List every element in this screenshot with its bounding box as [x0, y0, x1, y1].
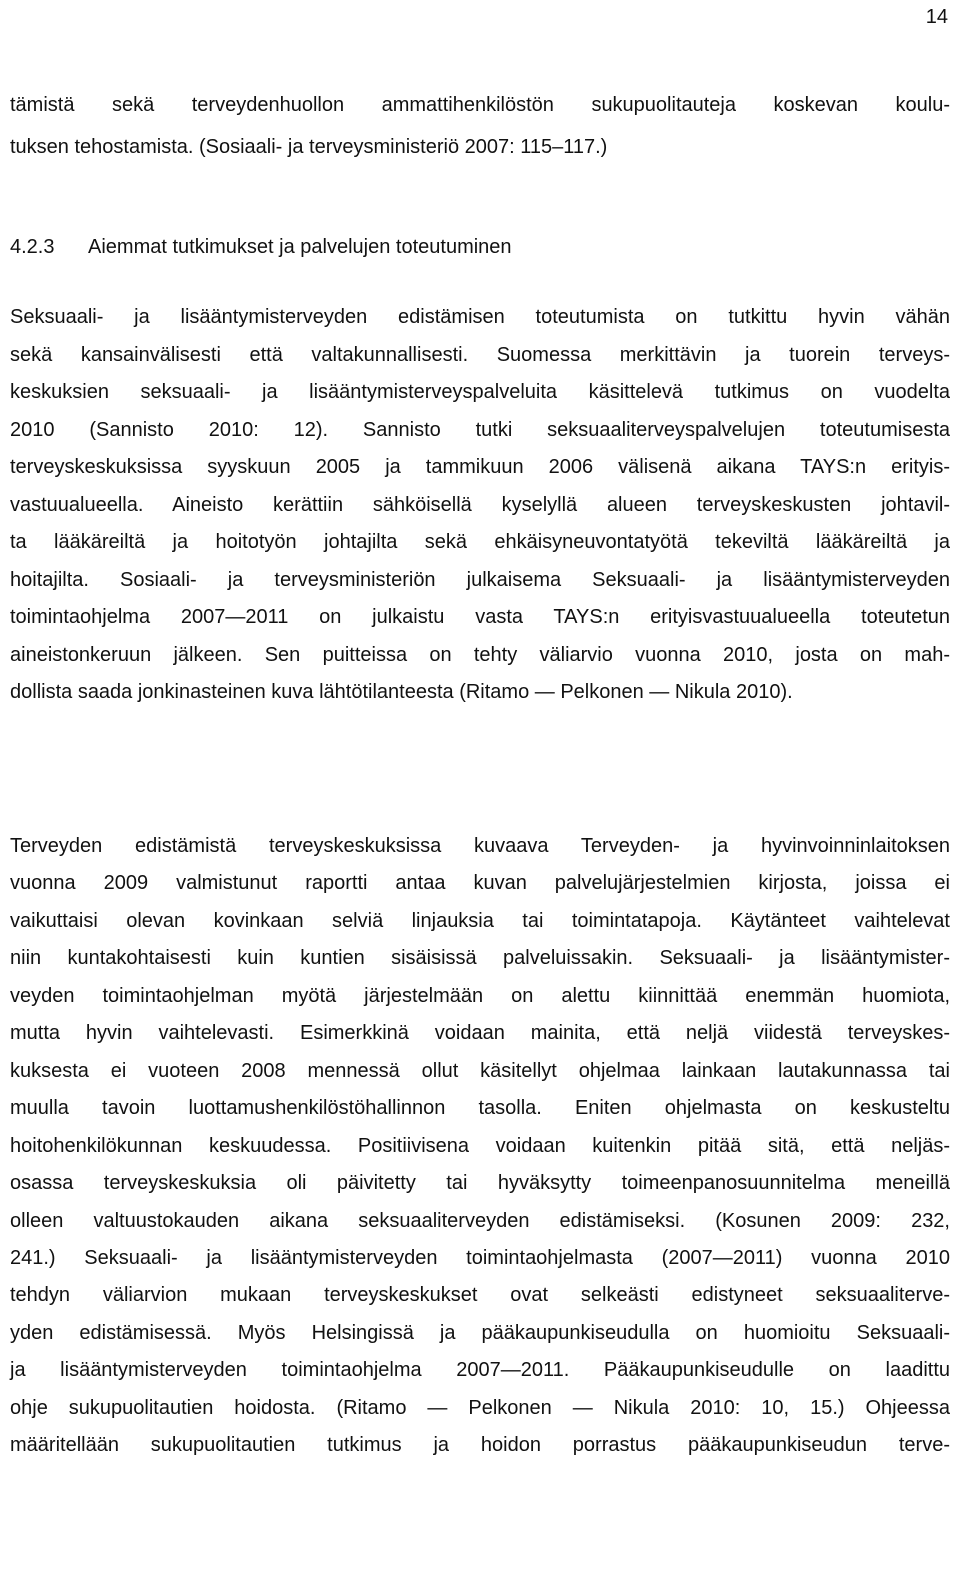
- text-line: tämistä sekä terveydenhuollon ammattihenkilöstön sukupuolitauteja koskevan koulu-: [10, 94, 950, 116]
- body-paragraph-2: [10, 828, 950, 1465]
- text-line: sekä kansainvälisesti että valtakunnallisesti. Suomessa merkittävin ja tuorein terveys-: [10, 343, 950, 366]
- text-line: Terveyden edistämistä terveyskeskuksissa kuvaava Terveyden- ja hyvinvoinninlaitoksen: [10, 835, 950, 857]
- page-number: 14: [925, 6, 948, 28]
- text-line: 241.) Seksuaali- ja lisääntymisterveyden toimintaohjelmasta (2007—2011) vuonna 2010: [10, 1246, 950, 1269]
- text-line: ohje sukupuolitautien hoidosta. (Ritamo — Pelkonen — Nikula 2010: 10, 15.) Ohjeessa: [10, 1396, 950, 1419]
- body-paragraph-1: [10, 299, 950, 712]
- text-line: ja lisääntymisterveyden toimintaohjelma 2007—2011. Pääkaupunkiseudulle on laadittu: [10, 1359, 950, 1382]
- text-line: kuksesta ei vuoteen 2008 mennessä ollut käsitellyt ohjelmaa lainkaan lautakunnassa tai: [10, 1059, 950, 1082]
- text-line: keskuksien seksuaali- ja lisääntymisterveyspalveluita käsittelevä tutkimus on vuodelta: [10, 381, 950, 403]
- section-number: 4.2.3: [10, 236, 55, 258]
- text-line: 2010 (Sannisto 2010: 12). Sannisto tutki seksuaaliterveyspalvelujen toteutumisesta: [10, 418, 950, 441]
- text-line: niin kuntakohtaisesti kuin kuntien sisäisissä palveluissakin. Seksuaali- ja lisääntymister-: [10, 947, 950, 970]
- text-line: hoitohenkilökunnan keskuudessa. Positiivisena voidaan kuitenkin pitää sitä, että neljäs-: [10, 1134, 950, 1157]
- text-line: toimintaohjelma 2007—2011 on julkaistu vasta TAYS:n erityisvastuualueella toteutetun: [10, 606, 950, 628]
- text-line: vuonna 2009 valmistunut raportti antaa kuvan palvelujärjestelmien kirjosta, joissa ei: [10, 872, 950, 895]
- text-line: mutta hyvin vaihtelevasti. Esimerkkinä voidaan mainita, että neljä viidestä terveyskes-: [10, 1022, 950, 1045]
- text-line: aineistonkeruun jälkeen. Sen puitteissa on tehty väliarvio vuonna 2010, josta on mah-: [10, 643, 950, 666]
- section-title: Aiemmat tutkimukset ja palvelujen toteutuminen: [88, 236, 512, 258]
- text-line: vastuualueella. Aineisto kerättiin sähköisellä kyselyllä alueen terveyskeskusten johtavil-: [10, 493, 950, 516]
- intro-paragraph: [10, 84, 950, 168]
- text-line: dollista saada jonkinasteinen kuva lähtötilanteesta (Ritamo — Pelkonen — Nikula 2010).: [10, 681, 793, 703]
- text-line: tehdyn väliarvion mukaan terveyskeskukset ovat selkeästi edistyneet seksuaaliterve-: [10, 1284, 950, 1307]
- section-heading: [10, 230, 512, 264]
- text-line: olleen valtuustokauden aikana seksuaaliterveyden edistämiseksi. (Kosunen 2009: 232,: [10, 1209, 950, 1232]
- text-line: hoitajilta. Sosiaali- ja terveysministeriön julkaisema Seksuaali- ja lisääntymisterveyden: [10, 568, 950, 591]
- text-line: terveyskeskuksissa syyskuun 2005 ja tammikuun 2006 välisenä aikana TAYS:n erityis-: [10, 456, 950, 478]
- text-line: muulla tavoin luottamushenkilöstöhallinnon tasolla. Eniten ohjelmasta on keskusteltu: [10, 1097, 950, 1120]
- text-line: ta lääkäreiltä ja hoitotyön johtajilta sekä ehkäisyneuvontatyötä tekeviltä lääkäreiltä ja: [10, 531, 950, 553]
- text-line: osassa terveyskeskuksia oli päivitetty tai hyväksytty toimeenpanosuunnitelma meneillä: [10, 1172, 950, 1195]
- text-line: määritellään sukupuolitautien tutkimus ja hoidon porrastus pääkaupunkiseudun terve-: [10, 1434, 950, 1457]
- text-line: yden edistämisessä. Myös Helsingissä ja pääkaupunkiseudulla on huomioitu Seksuaali-: [10, 1321, 950, 1344]
- text-line: vaikuttaisi olevan kovinkaan selviä linjauksia tai toimintatapoja. Käytänteet vaihtelevat: [10, 909, 950, 932]
- text-line: veyden toimintaohjelman myötä järjestelmään on alettu kiinnittää enemmän huomiota,: [10, 984, 950, 1007]
- text-line: Seksuaali- ja lisääntymisterveyden edistämisen toteutumista on tutkittu hyvin vähän: [10, 306, 950, 328]
- text-line: tuksen tehostamista. (Sosiaali- ja terveysministeriö 2007: 115–117.): [10, 136, 608, 158]
